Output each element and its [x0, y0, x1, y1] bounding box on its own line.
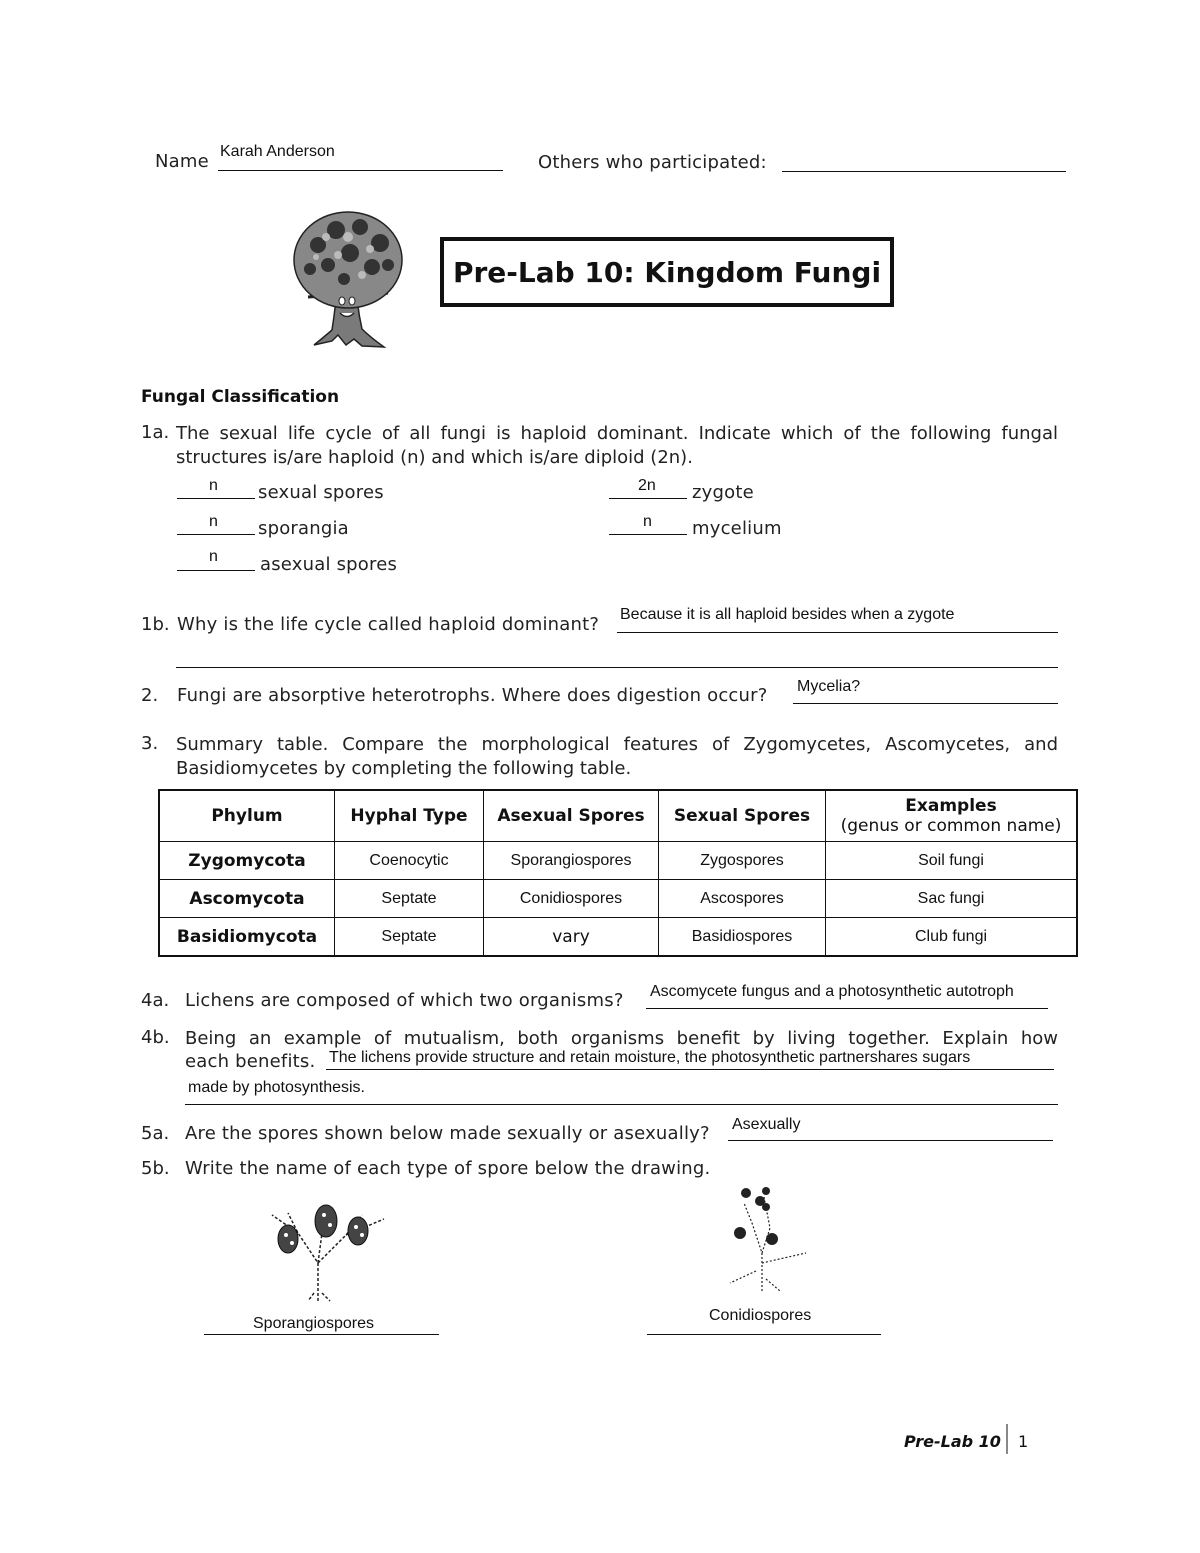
- q5b-text: Write the name of each type of spore below the drawing.: [185, 1158, 711, 1179]
- others-line: [782, 171, 1066, 172]
- label-zygote: zygote: [692, 482, 754, 503]
- sporangiophore-drawing: [258, 1193, 398, 1303]
- spore-label-1[interactable]: Sporangiospores: [253, 1315, 374, 1332]
- cell-hyphal-type[interactable]: Septate: [335, 918, 484, 957]
- q4b-text-line1: Being an example of mutualism, both organisms benefit by living together. Explain how: [185, 1028, 1058, 1049]
- answer-line: [204, 1334, 439, 1335]
- q5a-answer[interactable]: Asexually: [732, 1116, 801, 1133]
- q1b-text: Why is the life cycle called haploid dominant?: [177, 614, 600, 635]
- section-heading: Fungal Classification: [141, 387, 340, 407]
- q5a-text: Are the spores shown below made sexually or asexually?: [185, 1123, 710, 1144]
- q1b-answer[interactable]: Because it is all haploid besides when a zygote: [620, 606, 955, 623]
- header-examples-title: Examples: [905, 796, 997, 816]
- q4b-number: 4b.: [141, 1027, 170, 1048]
- q4b-answer-line1[interactable]: The lichens provide structure and retain moisture, the photosynthetic partnershares sugars: [329, 1049, 971, 1066]
- cell-hyphal-type[interactable]: Septate: [335, 880, 484, 918]
- answer-line: [609, 498, 687, 499]
- page-title: Pre-Lab 10: Kingdom Fungi: [440, 237, 894, 307]
- cell-phylum: Zygomycota: [159, 842, 335, 880]
- answer-line: [176, 667, 1058, 668]
- page-number: 1: [1018, 1432, 1029, 1451]
- table-row: [159, 842, 1077, 880]
- q4a-answer[interactable]: Ascomycete fungus and a photosynthetic autotroph: [650, 983, 1014, 1000]
- answer-sporangia[interactable]: n: [209, 513, 218, 530]
- name-field[interactable]: Karah Anderson: [220, 143, 335, 160]
- answer-zygote[interactable]: 2n: [638, 477, 656, 494]
- tree-illustration: [288, 205, 410, 350]
- q4b-answer-line2[interactable]: made by photosynthesis.: [188, 1079, 365, 1096]
- table-row: [159, 880, 1077, 918]
- q4a-number: 4a.: [141, 990, 170, 1011]
- q3-text: Summary table. Compare the morphological features of Zygomycetes, Ascomycetes, and Basidiomycetes by completing the following table.: [176, 734, 1058, 779]
- table-row: [159, 918, 1077, 957]
- others-label: Others who participated:: [538, 152, 767, 173]
- q1b-number: 1b.: [141, 614, 170, 635]
- answer-mycelium[interactable]: n: [643, 513, 652, 530]
- header-asexual-spores: Asexual Spores: [484, 790, 659, 842]
- footer-label: Pre-Lab 10: [904, 1432, 1001, 1451]
- label-sexual-spores: sexual spores: [258, 482, 384, 503]
- q2-number: 2.: [141, 685, 159, 706]
- q2-answer[interactable]: Mycelia?: [797, 678, 861, 695]
- cell-examples[interactable]: Soil fungi: [826, 842, 1078, 880]
- cell-examples[interactable]: Sac fungi: [826, 880, 1078, 918]
- q5a-number: 5a.: [141, 1123, 170, 1144]
- answer-sexual-spores[interactable]: n: [209, 477, 218, 494]
- cell-asexual-spores[interactable]: Sporangiospores: [484, 842, 659, 880]
- answer-line: [326, 1069, 1054, 1070]
- q4a-text: Lichens are composed of which two organisms?: [185, 990, 624, 1011]
- header-sexual-spores: Sexual Spores: [659, 790, 826, 842]
- cell-examples[interactable]: Club fungi: [826, 918, 1078, 957]
- q4b-text-line2: each benefits.: [185, 1051, 316, 1072]
- header-hyphal-type: Hyphal Type: [335, 790, 484, 842]
- name-label: Name: [155, 151, 209, 172]
- cell-asexual-spores[interactable]: vary: [484, 918, 659, 957]
- answer-asexual-spores[interactable]: n: [209, 548, 218, 565]
- label-asexual-spores: asexual spores: [260, 554, 398, 575]
- q2-text: Fungi are absorptive heterotrophs. Where does digestion occur?: [177, 685, 768, 706]
- answer-line: [177, 534, 255, 535]
- answer-line: [646, 1008, 1048, 1009]
- cell-phylum: Basidiomycota: [159, 918, 335, 957]
- answer-line: [728, 1140, 1053, 1141]
- header-examples: [826, 790, 1078, 842]
- answer-line: [177, 498, 255, 499]
- table-header-row: [159, 790, 1077, 842]
- header-phylum: Phylum: [159, 790, 335, 842]
- answer-line: [185, 1104, 1058, 1105]
- name-line: [218, 170, 503, 171]
- answer-line: [177, 570, 255, 571]
- answer-line: [609, 534, 687, 535]
- q1a-number: 1a.: [141, 422, 170, 443]
- q3-number: 3.: [141, 733, 159, 754]
- cell-sexual-spores[interactable]: Basidiospores: [659, 918, 826, 957]
- q1a-text: The sexual life cycle of all fungi is haploid dominant. Indicate which of the following fungal structures is/are haploid (n) and which is/are diploid (2n).: [176, 423, 1058, 468]
- answer-line: [617, 632, 1058, 633]
- cell-phylum: Ascomycota: [159, 880, 335, 918]
- answer-line: [793, 703, 1058, 704]
- footer-divider: [1006, 1424, 1008, 1454]
- label-mycelium: mycelium: [692, 518, 782, 539]
- cell-sexual-spores[interactable]: Zygospores: [659, 842, 826, 880]
- conidiophore-drawing: [722, 1183, 812, 1293]
- summary-table: [158, 789, 1078, 957]
- cell-asexual-spores[interactable]: Conidiospores: [484, 880, 659, 918]
- cell-sexual-spores[interactable]: Ascospores: [659, 880, 826, 918]
- q5b-number: 5b.: [141, 1158, 170, 1179]
- label-sporangia: sporangia: [258, 518, 349, 539]
- header-examples-sub: (genus or common name): [840, 816, 1062, 836]
- answer-line: [647, 1334, 881, 1335]
- cell-hyphal-type[interactable]: Coenocytic: [335, 842, 484, 880]
- spore-label-2[interactable]: Conidiospores: [709, 1307, 812, 1324]
